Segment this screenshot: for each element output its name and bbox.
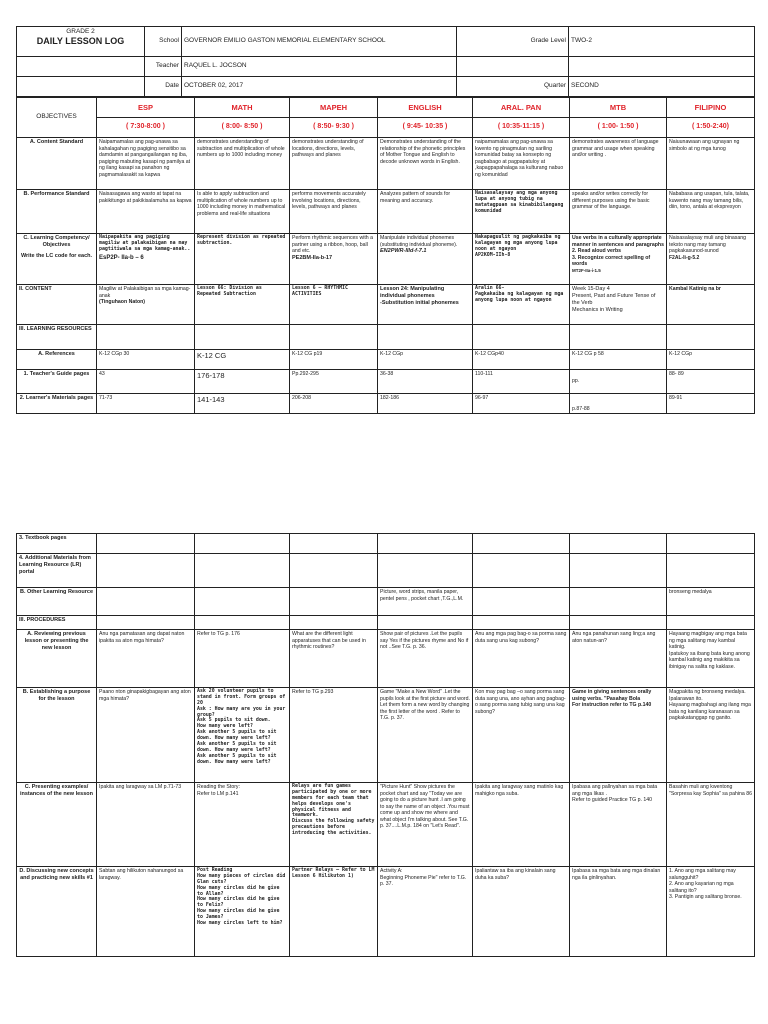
- blank-cell: [570, 554, 667, 588]
- cell: Picture, word strips, manila paper, pentel pens , pocket chart ,T.G.,L.M.: [378, 588, 473, 616]
- row-label: II. CONTENT: [17, 285, 97, 325]
- school-value: GOVERNOR EMILIO GASTON MEMORIAL ELEMENTARY SCHOOL: [182, 27, 457, 57]
- blank-cell: [378, 616, 473, 630]
- cell: bronseng medalya: [667, 588, 755, 616]
- other-resource-row: [17, 588, 755, 616]
- discussing-row: [17, 867, 755, 957]
- blank-cell: [17, 57, 145, 77]
- competency-text: Perform rhythmic sequences with a partner using a ribbon, hoop, ball and etc.: [292, 235, 374, 254]
- blank-cell: [473, 554, 570, 588]
- blank-cell: [290, 554, 378, 588]
- cell: performs movements accurately involving locations, directions, levels, pathways and planes: [290, 190, 378, 234]
- cell: [195, 588, 290, 616]
- row-label: 4. Additional Materials from Learning Resource (LR) portal: [17, 554, 97, 588]
- cell: Game "Make a New Word" .Let the pupils look at the first picture and word. Let them form a new word by changing the first letter of the word . Refer to T.G. p. 37.: [378, 688, 473, 783]
- blank-cell: [570, 325, 667, 350]
- cell: Show pair of pictures .Let the pupils say Yes if the pictures rhyme and No if not ..See T.G. p. 36.: [378, 630, 473, 688]
- subject-name: FILIPINO: [667, 98, 755, 118]
- subject-name: ARAL. PAN: [473, 98, 570, 118]
- grade-label: GRADE 2: [66, 28, 95, 35]
- subject-time: ( 1:00- 1:50 ): [570, 118, 667, 138]
- cell: Relays are fun games participated by one or more members for each team that helps develops one's physical fitness and teamwork. Discuss the following safety precautions before introducing the activities.: [290, 783, 378, 867]
- cell: K-12 CGp 30: [97, 350, 195, 370]
- performance-standard-row: [17, 190, 755, 234]
- competency-text: Use verbs in a culturally appropriate manner in sentences and paragraphs 2. Read aloud verbs 3. Recognize correct spelling of words: [572, 235, 664, 267]
- row-label: 2. Learner's Materials pages: [17, 394, 97, 414]
- competency-code: EN2PWR-IIId-f-7.1: [380, 248, 427, 254]
- cell: K-12 CG p19: [290, 350, 378, 370]
- learning-competency-row: [17, 234, 755, 285]
- blank-cell: [290, 325, 378, 350]
- grade-title-cell: [17, 27, 145, 57]
- subject-name: MTB: [570, 98, 667, 118]
- cell: Week 15-Day 4 Present, Past and Future Tense of the Verb Mechanics in Writing: [570, 285, 667, 325]
- cell: K-12 CG: [195, 350, 290, 370]
- cell: Anu nga panahunan sang ling;a ang aton natun-an?: [570, 630, 667, 688]
- cell: 96-97: [473, 394, 570, 414]
- cell: Basahin muli ang kwentong "Sorpresa kay Sophia" sa pahina 86: [667, 783, 755, 867]
- cell: Partner Relays – Refer to LM Lesson 6 Hilikuton 1): [290, 867, 378, 957]
- row-label: C. Presenting examples/ instances of the new lesson: [17, 783, 97, 867]
- cell: p.87-88: [570, 394, 667, 414]
- cell: 36-38: [378, 370, 473, 394]
- cell: demonstrates understanding of locations, directions, levels, pathways and planes: [290, 138, 378, 190]
- learning-resources-row: [17, 325, 755, 350]
- cell: [195, 234, 290, 285]
- cell: Kon may pag bag –o sang porma sang duta sang una, ano ayhan ang pagbag-o sang porma sang tubig sang una kag subong?: [473, 688, 570, 783]
- blank-cell: [667, 325, 755, 350]
- row-label: B. Establishing a purpose for the lesson: [17, 688, 97, 783]
- blank-cell: [195, 616, 290, 630]
- blank-cell: [97, 554, 195, 588]
- cell: 176-178: [195, 370, 290, 394]
- cell: Naipamamalas ang pag-unawa sa kahalagahan ng pagiging sensitibo sa damdamin at pangangailangan ng iba, pagiging mabuting kasapi ng pamilya at ng ilang kasapi sa panahon ng pagmamalasakit sa kapwa: [97, 138, 195, 190]
- competency-text: Manipulate individual phonemes (substituting individual phoneme).: [380, 235, 458, 248]
- cell: [290, 588, 378, 616]
- date-value: OCTOBER 02, 2017: [182, 77, 457, 97]
- cell: Hayaang magbigay ang mga bata ng mga salitang may kambal katinig. Ipatukoy sa ibang bata kung anong kambal katinig ang makikita sa ibinigay na salita ng kaklase.: [667, 630, 755, 688]
- establishing-row: [17, 688, 755, 783]
- blank-cell: [667, 534, 755, 554]
- cell: Sabtan ang hilikuton nahanungod sa laragway.: [97, 867, 195, 957]
- cell: Pp.292-295: [290, 370, 378, 394]
- competency-text: Naipapakita ang pagiging magiliw at palakaibigan na may pagtitiwala sa mga kamag-anak..: [99, 234, 191, 252]
- row-label-main: C. Learning Competency/ Objectives: [23, 235, 90, 248]
- cell: Refer to TG p. 176: [195, 630, 290, 688]
- additional-materials-row: [17, 554, 755, 588]
- cell: Is able to apply subtraction and multiplication of whole numbers up to 1000 including money in mathematical problems and real-life situations: [195, 190, 290, 234]
- cell: 141-143: [195, 394, 290, 414]
- cell: K-12 CG p 58: [570, 350, 667, 370]
- cell: naipamamalas ang pag-unawa sa kwento ng pinagmulan ng sariling komunidad batay sa konsepto ng pagbabago at pagpapatuloy at ,kapagpapahalaga sa kulturang nabuo ng komunidad: [473, 138, 570, 190]
- subject-time: ( 8:50- 9:30 ): [290, 118, 378, 138]
- competency-text: Nakapaguulit ng pagkakaiba ng kalagayan ng mga anyong lupa noon at ngayon: [475, 234, 561, 252]
- content-standard-row: [17, 138, 755, 190]
- references-row: [17, 350, 755, 370]
- row-label: III. LEARNING RESOURCES: [17, 325, 97, 350]
- procedures-row: [17, 616, 755, 630]
- doc-title: DAILY LESSON LOG: [36, 36, 125, 47]
- row-label: A. Reviewing previous lesson or presenting the new lesson: [17, 630, 97, 688]
- quarter-value: SECOND: [569, 77, 755, 97]
- cell: [667, 234, 755, 285]
- blank-cell: [473, 616, 570, 630]
- cell: [570, 234, 667, 285]
- blank-cell: [17, 77, 145, 97]
- cell: Reading the Story: Refer to LM p.141: [195, 783, 290, 867]
- cell: [97, 588, 195, 616]
- blank-cell: [569, 57, 755, 77]
- subject-time: ( 10:35-11:15 ): [473, 118, 570, 138]
- blank-cell: [97, 534, 195, 554]
- row-label: B. Performance Standard: [17, 190, 97, 234]
- subject-time: ( 7:30-8:00 ): [97, 118, 195, 138]
- cell: demonstrates understanding of subtraction and multiplication of whole numbers up to 1000 including money: [195, 138, 290, 190]
- blank-cell: [195, 325, 290, 350]
- cell: K-12 CGp: [378, 350, 473, 370]
- date-label: Date: [145, 77, 182, 97]
- cell: demonstrates awareness of language grammar and usage when speaking and/or writing .: [570, 138, 667, 190]
- objectives-label: OBJECTIVES: [17, 98, 97, 138]
- cell: Game in giving sentences orally using verbs. "Pasahay Bola For instruction refer to TG p.140: [570, 688, 667, 783]
- cell: Lesson 66: Division as Repeated Subtraction: [195, 285, 290, 325]
- blank-cell: [667, 554, 755, 588]
- content-text: Magiliw at Palakaibigan sa mga kamag-anak: [99, 286, 191, 299]
- cell: 206-208: [290, 394, 378, 414]
- competency-code: F2AL-Ii-g-5.2: [669, 254, 700, 261]
- blank-cell: [570, 616, 667, 630]
- cell: [290, 234, 378, 285]
- cell: [378, 234, 473, 285]
- competency-code: EsP2P- IIa-b – 6: [99, 254, 144, 261]
- grade-level-label: Grade Level: [457, 27, 569, 57]
- row-label: A. Content Standard: [17, 138, 97, 190]
- blank-cell: [457, 57, 569, 77]
- teacher-label: Teacher: [145, 57, 182, 77]
- row-label: D. Discussing new concepts and practicing new skills #1: [17, 867, 97, 957]
- school-label: School: [145, 27, 182, 57]
- blank-cell: [290, 534, 378, 554]
- cell: 43: [97, 370, 195, 394]
- cell: Ask 20 volunteer pupils to stand in front. Form groups of 20 Ask : How many are you in your group? Ask 5 pupils to sit down. How many were left? Ask another 5 pupils to sit down. How many were left? Ask another 5 pupils to sit down. How many were left? Ask another 5 pupils to sit down. How many were left?: [195, 688, 290, 783]
- row-label-sub: Write the LC code for each.: [20, 252, 93, 259]
- cell: [473, 588, 570, 616]
- cell: Lesson 24: Manipulating individual phonemes -Substitution initial phonemes: [378, 285, 473, 325]
- cell: 71-73: [97, 394, 195, 414]
- cell: 89-91: [667, 394, 755, 414]
- textbook-row: [17, 534, 755, 554]
- row-label: [17, 234, 97, 285]
- cell: [473, 234, 570, 285]
- cell: Activity A: Beginning Phoneme Pie" refer to T.G. p. 37.: [378, 867, 473, 957]
- competency-code: MT2F-IIa-i-1.5: [572, 267, 601, 273]
- row-label: B. Other Learning Resource: [17, 588, 97, 616]
- cell: Ipakita ang laragway sang matinlo kag mahigko nga suba.: [473, 783, 570, 867]
- competency-code: PE2BM-IIa-b-17: [292, 254, 333, 261]
- learners-materials-row: [17, 394, 755, 414]
- cell: Nababasa ang usapan, tula, talata, kuwento nang may tamang bilis, diin, tono, antala at ekspresyon: [667, 190, 755, 234]
- subject-time: ( 8:00- 8:50 ): [195, 118, 290, 138]
- blank-cell: [97, 616, 195, 630]
- cell: Anu ang mga pag bag-o sa porma sang duta sang una kag subong?: [473, 630, 570, 688]
- cell: [97, 234, 195, 285]
- subject-name: MATH: [195, 98, 290, 118]
- subject-time: ( 1:50-2:40): [667, 118, 755, 138]
- cell: Lesson 6 – RHYTHMIC ACTIVITIES: [290, 285, 378, 325]
- teacher-value: RAQUEL L. JOCSON: [182, 57, 457, 77]
- blank-cell: [195, 534, 290, 554]
- grade-level-value: TWO-2: [569, 27, 755, 57]
- reviewing-row: [17, 630, 755, 688]
- subject-time: ( 9:45- 10:35 ): [378, 118, 473, 138]
- cell: pp.: [570, 370, 667, 394]
- cell: Refer to TG p.293: [290, 688, 378, 783]
- competency-text: Represent division as repeated subtraction.: [197, 234, 286, 246]
- blank-cell: [667, 616, 755, 630]
- cell: Naisasalaysay ang mga anyong lupa at anyong tubig na matatagpuan sa kinabibilangang komunidad: [473, 190, 570, 234]
- cell: speaks and/or writes correctly for different purposes using the basic grammar of the language.: [570, 190, 667, 234]
- cell: Naiuunawaan ang ugnayan ng simbolo at ng mga tunog: [667, 138, 755, 190]
- cell: Ipakita ang laragway sa LM p.71-73: [97, 783, 195, 867]
- subject-name: ESP: [97, 98, 195, 118]
- cell: Anu nga pamatasan ang dapat naton ipakita sa aton mga himata?: [97, 630, 195, 688]
- cell: Analyzes pattern of sounds for meaning and accuracy.: [378, 190, 473, 234]
- lesson-table-2: [16, 533, 755, 957]
- cell: What are the different light apparatuses that can be used in rhythmic routines?: [290, 630, 378, 688]
- quarter-label: Quarter: [457, 77, 569, 97]
- cell: Post Reading How many pieces of circles did Glan cuts? How many circles did he give to Allan? How many circles did he give to Felix? How many circles did he give to James? How many circles left to him?: [195, 867, 290, 957]
- cell: "Picture Hunt" Show pictures the pocket chart and say "Today we are going to do a picture hunt .I am going to say the name of an object .You must come up and show me where and what object I'm talking about. See T.G. p. 37....L.M.p. 184 on "Let's Read".: [378, 783, 473, 867]
- lesson-table-1: [16, 97, 755, 414]
- presenting-row: [17, 783, 755, 867]
- cell: K-12 CGp40: [473, 350, 570, 370]
- content-subtext: (Tinguhaon Naton): [99, 299, 146, 305]
- cell: Demonstrates understanding of the relationship of the phonetic principles of Mother Tongue and English to decode unknown words in English.: [378, 138, 473, 190]
- cell: Aralin 66- Pagkakaiba ng kalagayan ng mga anyong lupa noon at ngayon: [473, 285, 570, 325]
- cell: [97, 285, 195, 325]
- subject-name: MAPEH: [290, 98, 378, 118]
- header-table: [16, 26, 755, 97]
- cell: K-12 CGp: [667, 350, 755, 370]
- lesson-log-page-2: [16, 533, 754, 957]
- blank-cell: [378, 534, 473, 554]
- cell: 88- 89: [667, 370, 755, 394]
- blank-cell: [378, 325, 473, 350]
- competency-text: Naisasalaysay muli ang binasang teksto nang may tamang pagkakasunod-sunod: [669, 235, 746, 254]
- cell: [570, 588, 667, 616]
- cell: 1. Ano ang mga salitang may salungguhit? 2. Ano ang kayarian ng mga salitang ito? 3. Pantigin ang salitang bronse.: [667, 867, 755, 957]
- content-row: [17, 285, 755, 325]
- cell: Naisasagawa ang wasto at tapat na pakikitungo at pakikisalamuha sa kapwa: [97, 190, 195, 234]
- blank-cell: [290, 616, 378, 630]
- cell: Kambal Katinig na br: [667, 285, 755, 325]
- row-label: 3. Textbook pages: [17, 534, 97, 554]
- cell: Magpakita ng bronseng medalya. Ipalarawan ito. Hayaang magbahagi ang ilang mga bata ng kanilang karanasan sa pagkakatanggap ng ganito.: [667, 688, 755, 783]
- blank-cell: [473, 325, 570, 350]
- subject-name: ENGLISH: [378, 98, 473, 118]
- teachers-guide-row: [17, 370, 755, 394]
- blank-cell: [97, 325, 195, 350]
- cell: 110-111: [473, 370, 570, 394]
- blank-cell: [195, 554, 290, 588]
- row-label: 1. Teacher's Guide pages: [17, 370, 97, 394]
- blank-cell: [473, 534, 570, 554]
- cell: Ipabasa ang pallnyahan sa mga bata ang mga likas . Refer to guided Practice TG p. 140: [570, 783, 667, 867]
- row-label: III. PROCEDURES: [17, 616, 97, 630]
- cell: 182-186: [378, 394, 473, 414]
- competency-code: AP2KOM-IIh-8: [475, 251, 511, 258]
- blank-cell: [378, 554, 473, 588]
- cell: Paano nton ginapakigbagayan ang aton mga himata?: [97, 688, 195, 783]
- row-label: A. References: [17, 350, 97, 370]
- lesson-log-page-1: [16, 26, 754, 414]
- blank-cell: [570, 534, 667, 554]
- cell: Ipabasa sa mga bata ang mga dinalan nga ila ginlinyahan.: [570, 867, 667, 957]
- cell: Ipaliantaw sa iba ang kinalain sang duha ka suba?: [473, 867, 570, 957]
